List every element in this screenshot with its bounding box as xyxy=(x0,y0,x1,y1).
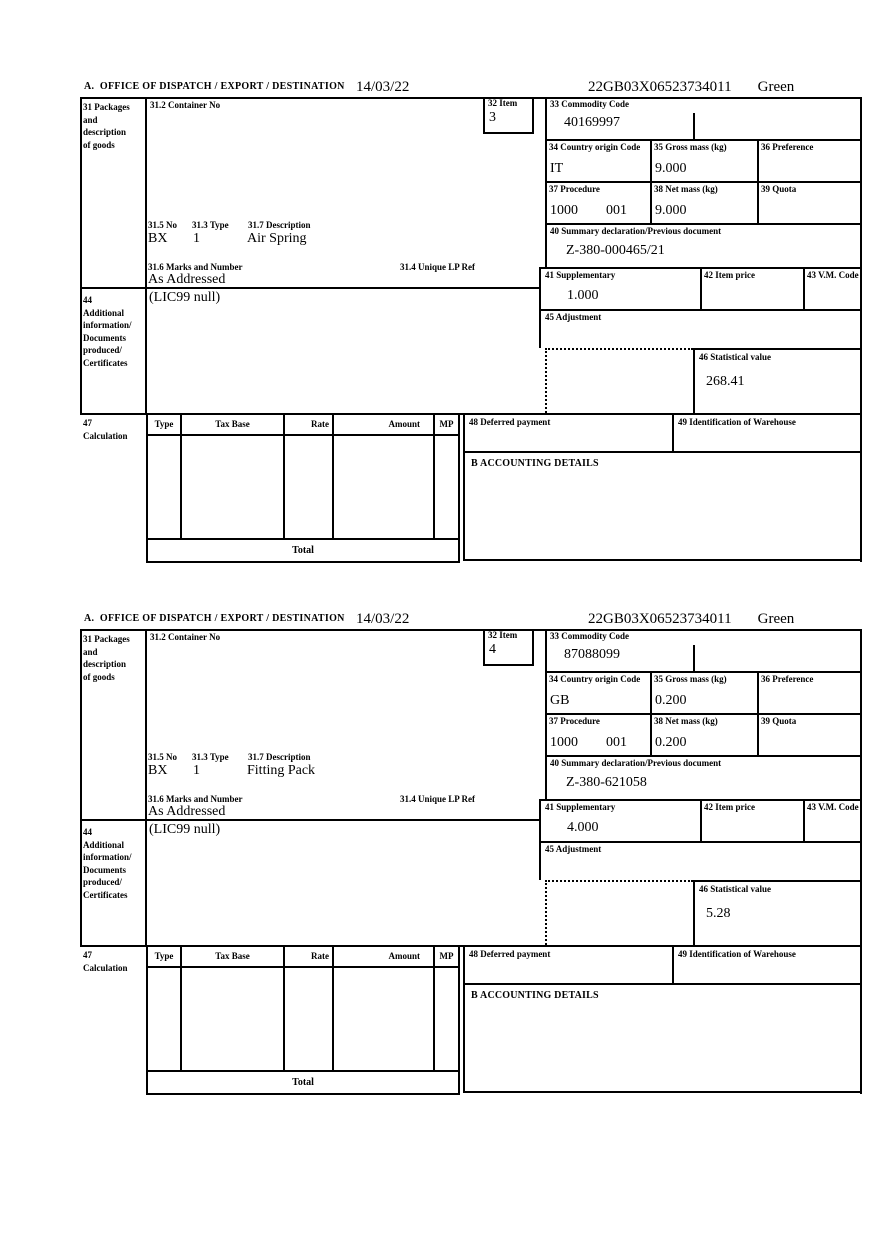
box-39-quota xyxy=(757,183,860,223)
row-41-42-43 xyxy=(539,267,860,309)
box-34-label: 34 Country origin Code xyxy=(549,142,641,152)
box-31-7-description-label: 31.7 Description xyxy=(248,752,311,762)
package-type-value: 1 xyxy=(193,763,200,778)
box-31-4-unique-lp-ref-label: 31.4 Unique LP Ref xyxy=(400,794,476,804)
box-31-3-type-label: 31.3 Type xyxy=(192,220,229,230)
box-44-additional-info-label: 44 Additional information/ Documents produced/ Certificates xyxy=(83,295,132,368)
mrn-value: 22GB03X06523734011 xyxy=(588,79,732,95)
box-48-deferred-payment xyxy=(463,947,672,983)
box-48-deferred-payment xyxy=(463,415,672,451)
statistical-value: 268.41 xyxy=(706,374,745,389)
declaration-item-section xyxy=(80,80,864,578)
row-37-38-39 xyxy=(545,183,860,225)
box-37-label: 37 Procedure xyxy=(549,184,600,194)
calc-col-rate xyxy=(285,947,334,1070)
country-origin-value: GB xyxy=(550,693,570,708)
box-43-label: 43 V.M. Code xyxy=(807,270,859,280)
calc-header-tax-base: Tax Base xyxy=(182,947,283,968)
box-34-country-origin xyxy=(545,673,650,713)
marks-and-number-value: As Addressed xyxy=(148,272,226,287)
box-45-adjustment xyxy=(539,309,860,348)
box-41-supplementary xyxy=(539,269,700,309)
box-32-item-label: 32 Item xyxy=(488,630,518,640)
box-43-label: 43 V.M. Code xyxy=(807,802,859,812)
box-31-6-marks-label: 31.6 Marks and Number xyxy=(148,794,243,804)
calc-col-mp xyxy=(435,415,458,538)
box-38-net-mass xyxy=(650,715,757,755)
box-33-commodity-code xyxy=(545,631,860,673)
divider xyxy=(545,880,693,882)
box-35-label: 35 Gross mass (kg) xyxy=(654,142,727,152)
box-36-label: 36 Preference xyxy=(761,142,814,152)
divider xyxy=(145,629,147,947)
box-48-label: 48 Deferred payment xyxy=(469,417,551,427)
box-35-label: 35 Gross mass (kg) xyxy=(654,674,727,684)
box-43-vm-code xyxy=(803,801,860,841)
calculation-total-row: Total xyxy=(146,540,460,563)
box-40-summary-declaration xyxy=(545,225,860,267)
divider xyxy=(693,645,695,671)
net-mass-value: 0.200 xyxy=(655,735,687,750)
box-46-statistical-value xyxy=(693,348,860,413)
divider xyxy=(80,97,82,415)
item-number-value: 3 xyxy=(489,110,496,125)
calc-col-amount xyxy=(334,947,435,1070)
box-42-item-price xyxy=(700,269,803,309)
divider xyxy=(545,880,547,945)
box-31-2-container-no-label: 31.2 Container No xyxy=(150,632,221,642)
row-48-49 xyxy=(463,947,860,985)
box-36-preference xyxy=(757,141,860,181)
box-43-vm-code xyxy=(803,269,860,309)
declaration-reference xyxy=(588,79,794,96)
mrn-value: 22GB03X06523734011 xyxy=(588,611,732,627)
box-36-preference xyxy=(757,673,860,713)
box-41-label: 41 Supplementary xyxy=(545,270,616,280)
gross-mass-value: 0.200 xyxy=(655,693,687,708)
box-38-net-mass xyxy=(650,183,757,223)
box-31-5-no-label: 31.5 No xyxy=(148,220,177,230)
supplementary-value: 1.000 xyxy=(567,288,599,303)
box-45-label: 45 Adjustment xyxy=(545,312,602,322)
box-48-label: 48 Deferred payment xyxy=(469,949,551,959)
calc-col-tax-base xyxy=(182,415,285,538)
package-type-value: 1 xyxy=(193,231,200,246)
box-31-packages-label: 31 Packages and description of goods xyxy=(83,102,130,150)
procedure-value: 1000 001 xyxy=(550,203,627,218)
box-45-label: 45 Adjustment xyxy=(545,844,602,854)
box-38-label: 38 Net mass (kg) xyxy=(654,184,718,194)
box-33-commodity-code-label: 33 Commodity Code xyxy=(550,631,629,641)
box-47-calculation-label: 47 Calculation xyxy=(83,418,128,441)
calc-col-type xyxy=(148,415,182,538)
box-41-supplementary xyxy=(539,801,700,841)
box-31-5-no-label: 31.5 No xyxy=(148,752,177,762)
box-40-summary-declaration xyxy=(545,757,860,799)
box-31-7-description-label: 31.7 Description xyxy=(248,220,311,230)
net-mass-value: 9.000 xyxy=(655,203,687,218)
row-37-38-39 xyxy=(545,715,860,757)
box-34-label: 34 Country origin Code xyxy=(549,674,641,684)
dispatch-date-value: 14/03/22 xyxy=(356,79,410,95)
box-41-label: 41 Supplementary xyxy=(545,802,616,812)
box-36-label: 36 Preference xyxy=(761,674,814,684)
box-31-4-unique-lp-ref-label: 31.4 Unique LP Ref xyxy=(400,262,476,272)
box-46-label: 46 Statistical value xyxy=(699,884,771,894)
divider xyxy=(693,113,695,139)
box-49-identification-of-warehouse xyxy=(672,415,860,451)
summary-declaration-value: Z-380-621058 xyxy=(566,775,647,790)
calculation-table xyxy=(146,415,460,540)
box-38-label: 38 Net mass (kg) xyxy=(654,716,718,726)
box-31-2-container-no-label: 31.2 Container No xyxy=(150,100,221,110)
box-35-gross-mass xyxy=(650,141,757,181)
commodity-code-value: 87088099 xyxy=(564,647,620,662)
goods-description-value: Fitting Pack xyxy=(247,763,316,778)
office-of-dispatch-heading: A. OFFICE OF DISPATCH / EXPORT / DESTINATION xyxy=(84,81,345,92)
box-44-additional-info-label: 44 Additional information/ Documents produced/ Certificates xyxy=(83,827,132,900)
country-origin-value: IT xyxy=(550,161,564,176)
divider xyxy=(545,348,693,350)
box-42-label: 42 Item price xyxy=(704,802,755,812)
goods-description-value: Air Spring xyxy=(247,231,307,246)
calculation-table xyxy=(146,947,460,1072)
box-31-6-marks-label: 31.6 Marks and Number xyxy=(148,262,243,272)
additional-information-value: (LIC99 null) xyxy=(149,290,221,305)
box-b-label: B ACCOUNTING DETAILS xyxy=(471,990,599,1001)
additional-information-value: (LIC99 null) xyxy=(149,822,221,837)
divider xyxy=(860,97,862,562)
row-41-42-43 xyxy=(539,799,860,841)
calc-col-rate xyxy=(285,415,334,538)
item-number-value: 4 xyxy=(489,642,496,657)
box-47-calculation-label: 47 Calculation xyxy=(83,950,128,973)
box-49-label: 49 Identification of Warehouse xyxy=(678,949,796,959)
box-42-label: 42 Item price xyxy=(704,270,755,280)
box-42-item-price xyxy=(700,801,803,841)
dispatch-date-value: 14/03/22 xyxy=(356,611,410,627)
box-32-item xyxy=(483,629,534,666)
calc-col-tax-base xyxy=(182,947,285,1070)
calc-header-tax-base: Tax Base xyxy=(182,415,283,436)
row-34-35-36 xyxy=(545,673,860,715)
divider xyxy=(80,629,82,947)
box-46-statistical-value xyxy=(693,880,860,945)
calc-header-rate: Rate xyxy=(285,415,332,436)
row-34-35-36 xyxy=(545,141,860,183)
box-39-label: 39 Quota xyxy=(761,184,797,194)
routing-status-value: Green xyxy=(757,79,795,95)
box-37-procedure xyxy=(545,183,650,223)
box-31-3-type-label: 31.3 Type xyxy=(192,752,229,762)
calc-header-type: Type xyxy=(148,947,180,968)
divider xyxy=(545,348,547,413)
divider xyxy=(145,97,147,415)
box-b-accounting-details xyxy=(463,985,860,1093)
declaration-item-section xyxy=(80,612,864,1110)
declaration-reference xyxy=(588,611,794,628)
gross-mass-value: 9.000 xyxy=(655,161,687,176)
box-45-adjustment xyxy=(539,841,860,880)
box-32-item-label: 32 Item xyxy=(488,98,518,108)
package-no-value: BX xyxy=(148,231,168,246)
summary-declaration-value: Z-380-000465/21 xyxy=(566,243,665,258)
box-31-packages-label: 31 Packages and description of goods xyxy=(83,634,130,682)
statistical-value: 5.28 xyxy=(706,906,731,921)
calculation-total-row: Total xyxy=(146,1072,460,1095)
office-of-dispatch-heading: A. OFFICE OF DISPATCH / EXPORT / DESTINATION xyxy=(84,613,345,624)
box-40-label: 40 Summary declaration/Previous document xyxy=(550,758,722,768)
box-37-procedure xyxy=(545,715,650,755)
supplementary-value: 4.000 xyxy=(567,820,599,835)
box-49-identification-of-warehouse xyxy=(672,947,860,983)
box-39-quota xyxy=(757,715,860,755)
calc-col-mp xyxy=(435,947,458,1070)
row-48-49 xyxy=(463,415,860,453)
calc-header-mp: MP xyxy=(435,415,458,436)
box-39-label: 39 Quota xyxy=(761,716,797,726)
divider xyxy=(80,819,539,821)
box-49-label: 49 Identification of Warehouse xyxy=(678,417,796,427)
commodity-code-value: 40169997 xyxy=(564,115,620,130)
box-33-commodity-code-label: 33 Commodity Code xyxy=(550,99,629,109)
box-b-accounting-details xyxy=(463,453,860,561)
calc-col-type xyxy=(148,947,182,1070)
box-35-gross-mass xyxy=(650,673,757,713)
calc-header-rate: Rate xyxy=(285,947,332,968)
box-32-item xyxy=(483,97,534,134)
box-37-label: 37 Procedure xyxy=(549,716,600,726)
calc-col-amount xyxy=(334,415,435,538)
package-no-value: BX xyxy=(148,763,168,778)
calc-header-amount: Amount xyxy=(334,415,433,436)
calc-header-type: Type xyxy=(148,415,180,436)
routing-status-value: Green xyxy=(757,611,795,627)
calc-header-amount: Amount xyxy=(334,947,433,968)
divider xyxy=(80,287,539,289)
box-34-country-origin xyxy=(545,141,650,181)
box-33-commodity-code xyxy=(545,99,860,141)
box-b-label: B ACCOUNTING DETAILS xyxy=(471,458,599,469)
box-46-label: 46 Statistical value xyxy=(699,352,771,362)
box-40-label: 40 Summary declaration/Previous document xyxy=(550,226,722,236)
procedure-value: 1000 001 xyxy=(550,735,627,750)
divider xyxy=(860,629,862,1094)
marks-and-number-value: As Addressed xyxy=(148,804,226,819)
calc-header-mp: MP xyxy=(435,947,458,968)
